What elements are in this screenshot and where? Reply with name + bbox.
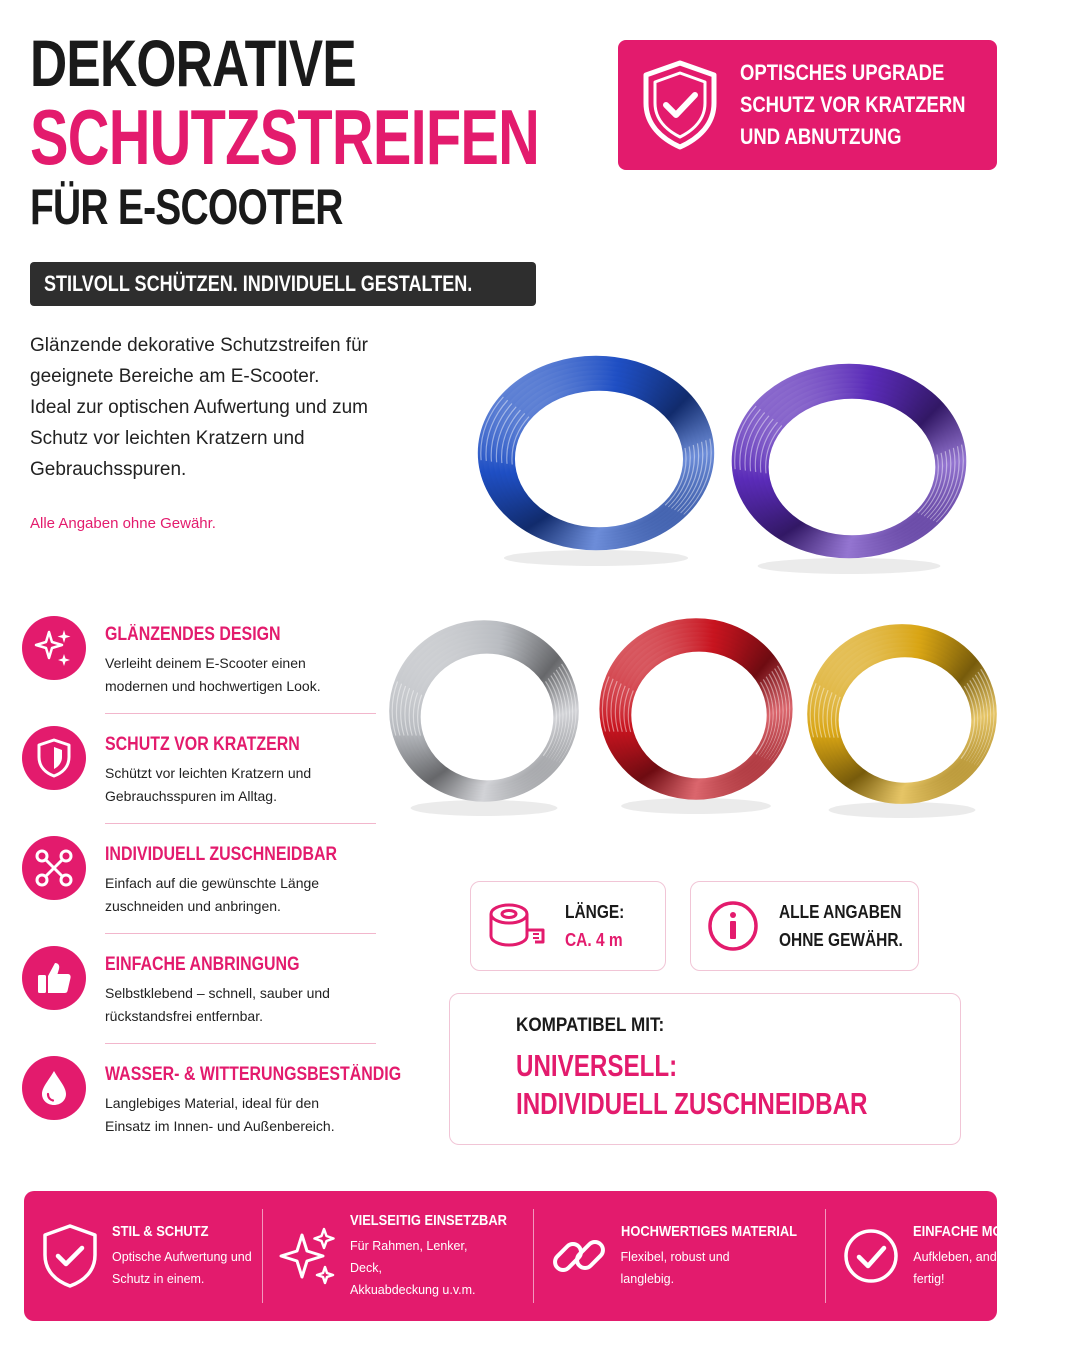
feature-list xyxy=(22,612,402,1162)
shield-check-icon xyxy=(40,1223,100,1289)
feature-divider xyxy=(105,823,376,824)
title-line-2: SCHUTZSTREIFEN xyxy=(30,93,540,181)
benefit-title: HOCHWERTIGES MATERIAL xyxy=(620,1222,797,1240)
feature-desc-line: Selbstklebend – schnell, sauber und xyxy=(105,985,330,1001)
upgrade-line-3: UND ABNUTZUNG xyxy=(740,124,902,149)
feature-desc-line: Einfach auf die gewünschte Länge xyxy=(105,875,320,891)
note-line-2: OHNE GEWÄHR. xyxy=(779,930,903,950)
feature-desc-line: Gebrauchsspuren im Alltag. xyxy=(105,788,277,804)
benefit-desc-line: Flexibel, robust und xyxy=(620,1249,730,1264)
benefit-desc-line: langlebig. xyxy=(620,1271,675,1286)
benefit-description xyxy=(913,1246,1063,1290)
tagline-text: STILVOLL SCHÜTZEN. INDIVIDUELL GESTALTEN. xyxy=(44,271,473,296)
coil-silver-image xyxy=(382,608,586,822)
feature-desc-line: zuschneiden und anbringen. xyxy=(105,898,281,914)
feature-description xyxy=(105,652,365,698)
intro-line: geeignete Bereiche am E-Scooter. xyxy=(30,366,320,387)
feature-item xyxy=(22,832,362,942)
feature-item xyxy=(22,942,362,1052)
feature-description xyxy=(105,762,365,808)
compatibility-text xyxy=(516,1015,967,1123)
feature-divider xyxy=(105,713,376,714)
compatibility-label: KOMPATIBEL MIT: xyxy=(516,1015,665,1036)
length-label: LÄNGE: xyxy=(565,902,625,922)
coil-gold-image xyxy=(800,612,1004,824)
water-drop-icon xyxy=(22,1056,86,1120)
benefit-desc-line: Optische Aufwertung und xyxy=(112,1249,252,1264)
feature-item xyxy=(22,722,362,832)
feature-title: EINFACHE ANBRINGUNG xyxy=(105,954,300,975)
compatibility-value-1: UNIVERSELL: xyxy=(516,1048,678,1083)
sparkles-icon xyxy=(278,1223,338,1289)
intro-paragraph xyxy=(30,330,450,485)
feature-title: WASSER- & WITTERUNGSBESTÄNDIG xyxy=(105,1064,402,1085)
benefit-text xyxy=(913,1223,1069,1290)
note-card xyxy=(690,881,919,971)
feature-item xyxy=(22,612,362,722)
scissors-icon xyxy=(22,836,86,900)
intro-line: Schutz vor leichten Kratzern und xyxy=(30,428,305,449)
feature-divider xyxy=(105,933,376,934)
benefit-desc-line: Akkuabdeckung u.v.m. xyxy=(350,1282,476,1297)
feature-item xyxy=(22,1052,402,1162)
coil-purple-image xyxy=(722,350,976,580)
coil-red-image xyxy=(592,606,800,820)
benefits-bar xyxy=(24,1191,1048,1321)
info-icon xyxy=(707,900,759,952)
chain-link-icon xyxy=(549,1223,609,1289)
benefit-desc-line: fertig! xyxy=(913,1271,945,1286)
benefit-desc-line: Für Rahmen, Lenker, Deck, xyxy=(350,1238,468,1275)
compatibility-value-2: INDIVIDUELL ZUSCHNEIDBAR xyxy=(516,1086,868,1121)
upgrade-text xyxy=(740,57,1008,153)
title-line-1: DEKORATIVE xyxy=(30,26,356,100)
intro-line: Gebrauchsspuren. xyxy=(30,459,187,480)
benefit-title: STIL & SCHUTZ xyxy=(112,1222,209,1240)
benefit-title: EINFACHE MONTAGE xyxy=(913,1222,1048,1240)
thumbs-up-icon xyxy=(22,946,86,1010)
title-block xyxy=(30,26,610,235)
disclaimer-text: Alle Angaben ohne Gewähr. xyxy=(30,515,216,532)
benefit-title: VIELSEITIG EINSETZBAR xyxy=(350,1211,507,1229)
feature-title: INDIVIDUELL ZUSCHNEIDBAR xyxy=(105,844,338,865)
sparkles-icon xyxy=(22,616,86,680)
intro-line: Ideal zur optischen Aufwertung und zum xyxy=(30,397,368,418)
feature-desc-line: Verleiht deinem E-Scooter einen xyxy=(105,655,306,671)
benefit-item xyxy=(262,1191,533,1321)
feature-title: SCHUTZ VOR KRATZERN xyxy=(105,734,300,755)
feature-description xyxy=(105,872,365,918)
benefit-description xyxy=(350,1235,500,1301)
feature-description xyxy=(105,982,365,1028)
upgrade-line-1: OPTISCHES UPGRADE xyxy=(740,60,945,85)
title-line-3: FÜR E-SCOOTER xyxy=(30,179,343,235)
benefit-description xyxy=(112,1246,262,1290)
benefit-text xyxy=(112,1223,262,1290)
tape-roll-icon xyxy=(487,900,547,952)
compatibility-card xyxy=(449,993,961,1145)
length-value: CA. 4 m xyxy=(565,930,623,950)
feature-desc-line: modernen und hochwertigen Look. xyxy=(105,678,321,694)
benefit-text xyxy=(621,1223,826,1290)
benefit-desc-line: Schutz in einem. xyxy=(112,1271,205,1286)
check-circle-icon xyxy=(841,1223,901,1289)
benefit-desc-line: Aufkleben, andrücken, xyxy=(913,1249,1038,1264)
upgrade-line-2: SCHUTZ VOR KRATZERN xyxy=(740,92,966,117)
benefit-item xyxy=(825,1191,1069,1321)
benefit-item xyxy=(533,1191,826,1321)
feature-title: GLÄNZENDES DESIGN xyxy=(105,624,281,645)
shield-icon xyxy=(22,726,86,790)
feature-desc-line: Einsatz im Innen- und Außenbereich. xyxy=(105,1118,335,1134)
feature-desc-line: rückstandsfrei entfernbar. xyxy=(105,1008,263,1024)
length-card xyxy=(470,881,666,971)
feature-desc-line: Schützt vor leichten Kratzern und xyxy=(105,765,312,781)
benefit-item xyxy=(24,1191,262,1321)
benefit-description xyxy=(621,1246,771,1290)
coil-blue-image xyxy=(468,342,724,572)
feature-desc-line: Langlebiges Material, ideal für den xyxy=(105,1095,320,1111)
feature-description xyxy=(105,1092,365,1138)
upgrade-badge xyxy=(618,40,997,170)
intro-line: Glänzende dekorative Schutzstreifen für xyxy=(30,335,368,356)
note-text xyxy=(779,898,923,954)
note-line-1: ALLE ANGABEN xyxy=(779,902,902,922)
length-text xyxy=(565,898,634,954)
feature-divider xyxy=(105,1043,376,1044)
shield-check-icon xyxy=(638,59,722,151)
benefit-text xyxy=(350,1212,533,1301)
tagline-banner xyxy=(30,262,536,306)
